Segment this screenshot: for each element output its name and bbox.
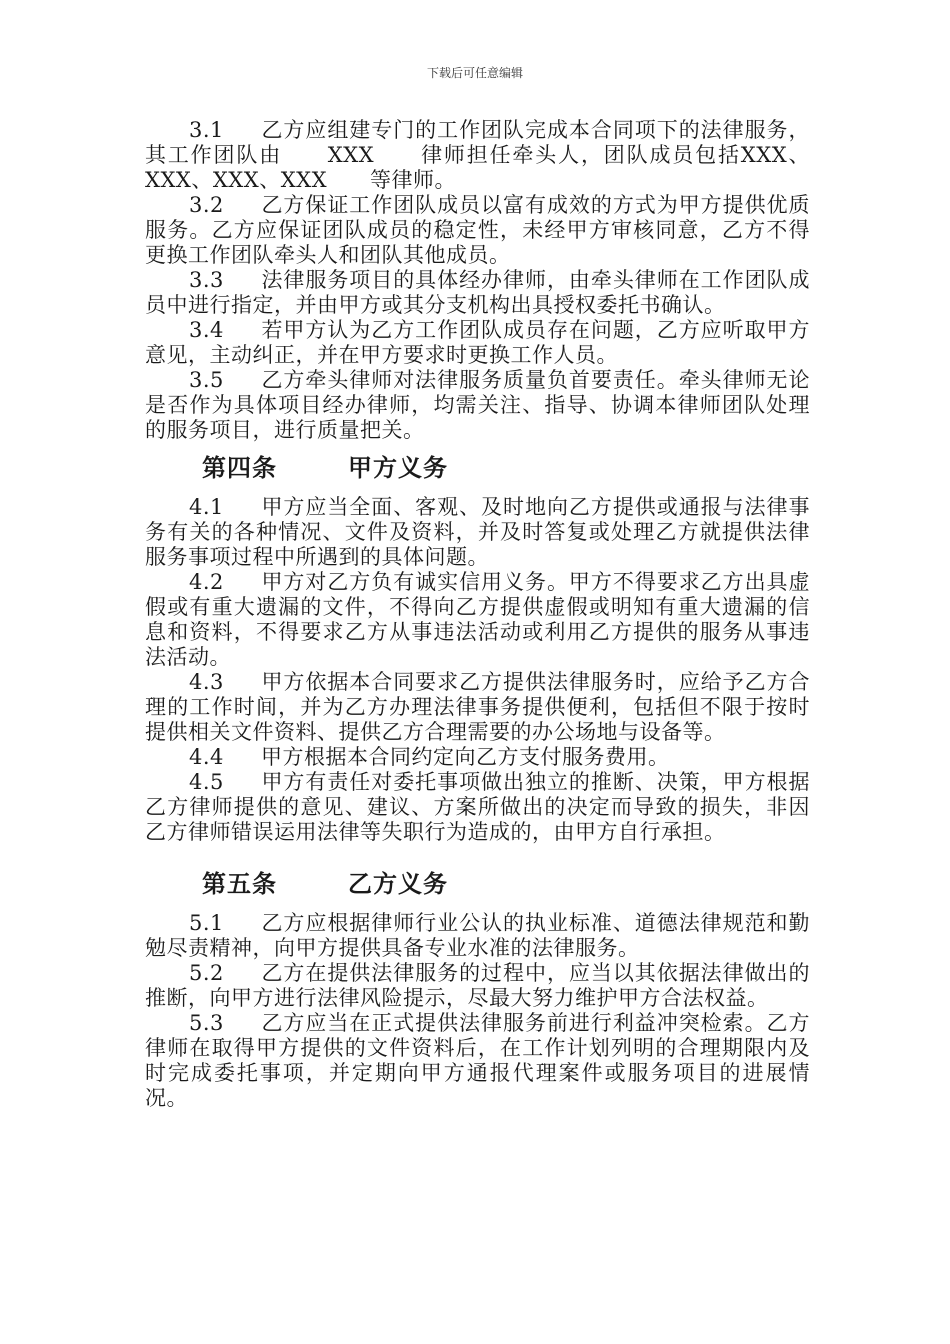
clause-number: 3.5 <box>189 368 224 392</box>
clause-4-2 <box>145 570 810 670</box>
clause-4-5 <box>145 770 810 845</box>
clause-4-4 <box>145 745 810 770</box>
page-header: 下载后可任意编辑 <box>426 66 523 80</box>
clause-text: 甲方应当全面、客观、及时地向乙方提供或通报与法律事务有关的各种情况、文件及资料，并及时答复或处理乙方就提供法律服务事项过程中所遇到的具体问题。 <box>145 495 810 569</box>
clause-number: 3.2 <box>189 193 224 217</box>
clause-text: 甲方依据本合同要求乙方提供法律服务时，应给予乙方合理的工作时间，并为乙方办理法律事务提供便利，包括但不限于按时提供相关文件资料、提供乙方合理需要的办公场地与设备等。 <box>145 670 810 744</box>
clause-number: 3.3 <box>189 268 224 292</box>
section-4 <box>145 495 810 845</box>
clause-text: 乙方应组建专门的工作团队完成本合同项下的法律服务，其工作团队由 XXX 律师担任牵头人，团队成员包括XXX、XXX、XXX、XXX 等律师。 <box>145 118 810 192</box>
clause-text: 若甲方认为乙方工作团队成员存在问题，乙方应听取甲方意见，主动纠正，并在甲方要求时更换工作人员。 <box>145 318 810 367</box>
section-3 <box>145 118 810 443</box>
section-spacer <box>145 845 810 859</box>
article-title: 乙方义务 <box>348 870 448 898</box>
clause-5-3 <box>145 1011 810 1111</box>
clause-number: 4.4 <box>189 745 224 769</box>
clause-number: 3.4 <box>189 318 224 342</box>
clause-text: 法律服务项目的具体经办律师，由牵头律师在工作团队成员中进行指定，并由甲方或其分支机构出具授权委托书确认。 <box>145 268 810 317</box>
clause-text: 乙方应当在正式提供法律服务前进行利益冲突检索。乙方律师在取得甲方提供的文件资料后，在工作计划列明的合理期限内及时完成委托事项，并定期向甲方通报代理案件或服务项目的进展情况。 <box>145 1011 810 1110</box>
article-title: 甲方义务 <box>348 454 448 482</box>
clause-text: 乙方应根据律师行业公认的执业标准、道德法律规范和勤勉尽责精神，向甲方提供具备专业水准的法律服务。 <box>145 911 810 960</box>
clause-3-2 <box>145 193 810 268</box>
clause-number: 5.2 <box>189 961 224 985</box>
article-number: 第四条 <box>202 454 277 482</box>
clause-3-4 <box>145 318 810 368</box>
clause-text: 乙方保证工作团队成员以富有成效的方式为甲方提供优质服务。乙方应保证团队成员的稳定性，未经甲方审核同意，乙方不得更换工作团队牵头人和团队其他成员。 <box>145 193 810 267</box>
clause-number: 5.3 <box>189 1011 224 1035</box>
clause-number: 4.2 <box>189 570 224 594</box>
clause-text: 乙方在提供法律服务的过程中，应当以其依据法律做出的推断，向甲方进行法律风险提示，尽最大努力维护甲方合法权益。 <box>145 961 810 1010</box>
clause-number: 3.1 <box>189 118 224 142</box>
clause-3-3 <box>145 268 810 318</box>
section-4-heading <box>145 451 810 485</box>
clause-3-1 <box>145 118 810 193</box>
section-5 <box>145 911 810 1111</box>
clause-4-1 <box>145 495 810 570</box>
clause-4-3 <box>145 670 810 745</box>
clause-text: 甲方有责任对委托事项做出独立的推断、决策，甲方根据乙方律师提供的意见、建议、方案所做出的决定而导致的损失，非因乙方律师错误运用法律等失职行为造成的，由甲方自行承担。 <box>145 770 810 844</box>
clause-5-1 <box>145 911 810 961</box>
section-5-heading <box>145 867 810 901</box>
clause-number: 4.5 <box>189 770 224 794</box>
clause-number: 5.1 <box>189 911 224 935</box>
clause-number: 4.3 <box>189 670 224 694</box>
clause-number: 4.1 <box>189 495 224 519</box>
document-body <box>145 118 810 1111</box>
clause-text: 乙方牵头律师对法律服务质量负首要责任。牵头律师无论是否作为具体项目经办律师，均需关注、指导、协调本律师团队处理的服务项目，进行质量把关。 <box>145 368 810 442</box>
clause-text: 甲方根据本合同约定向乙方支付服务费用。 <box>261 745 670 769</box>
article-number: 第五条 <box>202 870 277 898</box>
clause-5-2 <box>145 961 810 1011</box>
clause-text: 甲方对乙方负有诚实信用义务。甲方不得要求乙方出具虚假或有重大遗漏的文件，不得向乙方提供虚假或明知有重大遗漏的信息和资料，不得要求乙方从事违法活动或利用乙方提供的服务从事违法活动。 <box>145 570 810 669</box>
clause-3-5 <box>145 368 810 443</box>
